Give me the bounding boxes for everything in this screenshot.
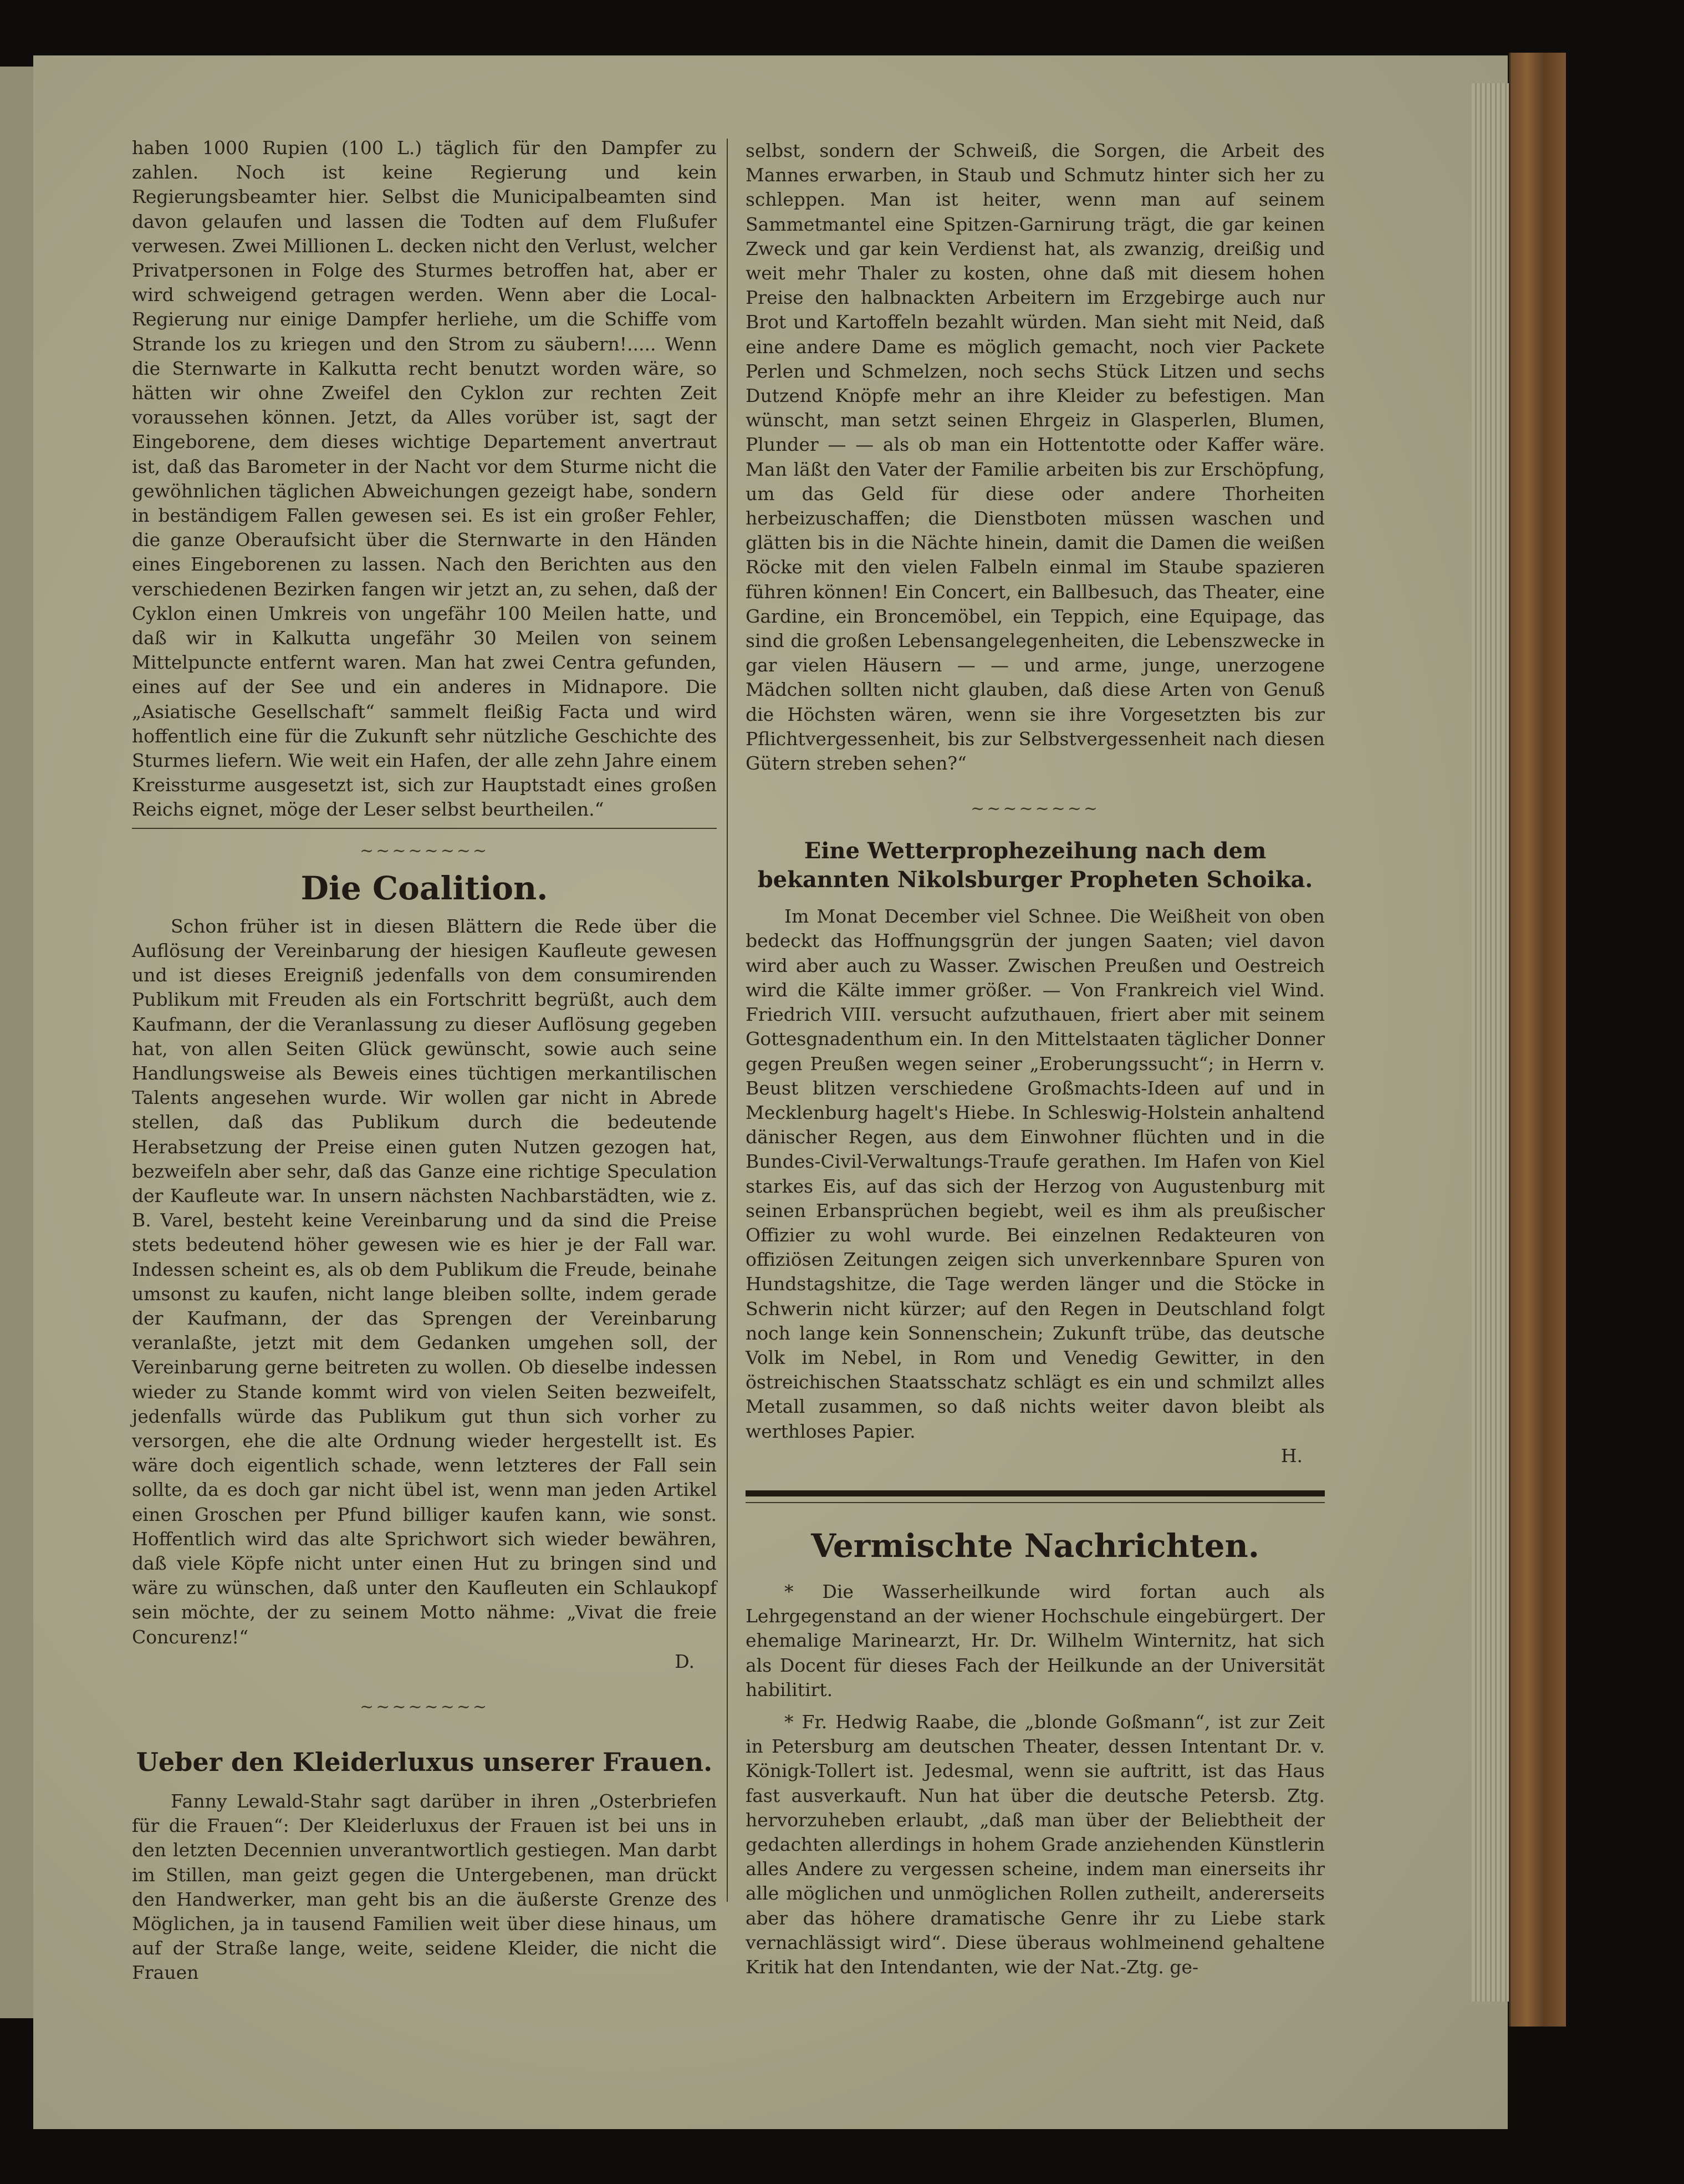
ornament-divider: ~~~~~~~~ <box>970 799 1100 819</box>
news-item-hedwig-raabe: * Fr. Hedwig Raabe, die „blonde Goßmann“, ist zur Zeit in Petersburg am deutschen Theater, dessen Intentant Dr. v. Königk-Tollert ist. Jedesmal, wenn sie auftritt, ist das Haus fast ausverkauft. Nun hat über die deutsche Petersb. Ztg. hervorzuheben erlaubt, „daß man über der Beliebtheit der gedachten allerdings in hohem Grade anziehenden Künstlerin alles Andere zu vergessen scheine, indem man einerseits ihr alle möglichen und unmöglichen Rollen zutheilt, andererseits aber das höhere dramatische Genre ihr zu Liebe stark vernachlässigt wird“. Diese überaus wohlmeinend gehaltene Kritik hat den Intendanten, wie der Nat.-Ztg. ge- <box>746 1710 1325 1978</box>
thick-rule <box>746 1490 1325 1496</box>
ornament-divider: ~~~~~~~~ <box>359 841 489 861</box>
coalition-title: Die Coalition. <box>300 869 548 907</box>
news-item-wasserheilkunde: * Die Wasserheilkunde wird fortan auch als Lehrgegenstand an der wiener Hochschule eingebürgert. Der ehemalige Marinearzt, Hr. Dr. Wilhelm Winternitz, hat sich als Docent für dieses Fach der Heilkunde an der Universität habilitirt. <box>746 1580 1325 1701</box>
kleiderluxus-body: Fanny Lewald-Stahr sagt darüber in ihren „Osterbriefen für die Frauen“: Der Kleiderluxus der Frauen ist bei uns in den letzten Decennien unverantwortlich gestiegen. Man darbt im Stillen, man geizt gegen die Untergebenen, man drückt den Handwerker, man geht bis an die äußerste Grenze des Möglichen, ja in tausend Familien weit über diese hinaus, um auf der Straße lange, weite, seidene Kleider, die nicht die Frauen <box>132 1790 717 1984</box>
coalition-signature: D. <box>675 1650 695 1672</box>
left-column <box>132 136 717 1986</box>
prophecy-signature: H. <box>1280 1444 1303 1467</box>
kleiderluxus-continued: selbst, sondern der Schweiß, die Sorgen, die Arbeit des Mannes erwarben, in Staub und Schmutz hinter sich her zu schleppen. Man ist heiter, wenn man auf seinem Sammetmantel eine Spitzen-Garnirung trägt, die gar keinen Zweck und gar kein Verdienst hat, als zwanzig, dreißig und weit mehr Thaler zu kosten, ohne daß mit diesem hohen Preise den halbnackten Arbeitern im Erzgebirge auch nur Brot und Kartoffeln bezahlt würden. Man sieht mit Neid, daß eine andere Dame es möglich gemacht, noch vier Packete Perlen und Schmelzen, noch sechs Stück Litzen und sechs Dutzend Knöpfe mehr an ihre Kleider zu befestigen. Man wünscht, man setzt seinen Ehrgeiz in Glasperlen, Blumen, Plunder — — als ob man ein Hottentotte oder Kaffer wäre. Man läßt den Vater der Familie arbeiten bis zur Erschöpfung, um das Geld für diese oder andere Thorheiten herbeizuschaffen; die Dienstboten müssen waschen und glätten bis in die Nächte hinein, damit die Damen die weißen Röcke mit den vielen Falbeln einmal im Staube spazieren führen können! Ein Concert, ein Ballbesuch, das Theater, eine Gardine, ein Broncemöbel, ein Teppich, eine Equipage, das sind die großen Lebensangelegenheiten, die Lebenszwecke in gar vielen Häusern — — und arme, junge, unerzogene Mädchen sollten nicht glauben, daß diese Arten von Genuß die Höchsten wären, wenn sie ihre Vorgesetzten bis zur Pflichtvergessenheit, bis zur Selbstvergessenheit nach diesen Gütern streben sehen?“ <box>746 140 1325 775</box>
fine-rule <box>746 1502 1325 1503</box>
prophecy-title: Eine Wetterprophezeihung nach dem bekannten Nikolsburger Propheten Schoika. <box>757 838 1313 893</box>
facing-page-edge <box>0 67 33 2018</box>
column-divider <box>727 139 728 1902</box>
ornament-divider: ~~~~~~~~ <box>359 1697 489 1717</box>
news-title: Vermischte Nachrichten. <box>811 1526 1259 1565</box>
coalition-body: Schon früher ist in diesen Blättern die Rede über die Auflösung der Vereinbarung der hiesigen Kaufleute gewesen und ist dieses Ereigniß jedenfalls von dem consumirenden Publikum mit Freuden als ein Fortschritt begrüßt, auch dem Kaufmann, der die Veranlassung zu dieser Auflösung gegeben hat, von allen Seiten Glück gewünscht, sowie auch seine Handlungsweise als Beweis eines tüchtigen merkantilischen Talents angesehen wurde. Wir wollen gar nicht in Abrede stellen, daß das Publikum durch die bedeutende Herabsetzung der Preise einen guten Nutzen gezogen hat, bezweifeln aber sehr, daß das Ganze eine richtige Speculation der Kaufleute war. In unsern nächsten Nachbarstädten, wie z. B. Varel, besteht keine Vereinbarung und da sind die Preise stets bedeutend höher gewesen wie es hier je der Fall war. Indessen scheint es, als ob dem Publikum die Freude, beinahe umsonst zu kaufen, nicht lange bleiben sollte, indem gerade der Kaufmann, der das Sprengen der Vereinbarung veranlaßte, jetzt mit dem Gedanken umgehen soll, der Vereinbarung gerne beitreten zu wollen. Ob dieselbe indessen wieder zu Stande kommt wird von vielen Seiten bezweifelt, jedenfalls würde das Publikum gut thun sich vorher zu versorgen, ehe die alte Ordnung wieder hergestellt ist. Es wäre doch eigentlich schade, wenn letzteres der Fall sein sollte, da es doch gar nicht übel ist, wenn man jeden Artikel einen Groschen per Pfund billiger kaufen kann, wie sonst. Hoffentlich wird das alte Sprichwort sich wieder bewähren, daß viele Köpfe nicht unter einen Hut zu bringen sind und wäre zu wünschen, daß unter den Kaufleuten ein Schlaukopf sein möchte, der zu seinem Motto nähme: „Vivat die freie Concurenz!“ <box>132 915 717 1648</box>
page-stack-edges <box>1472 83 1511 2002</box>
section-rule <box>132 828 717 829</box>
cyclone-report-continued: haben 1000 Rupien (100 L.) täglich für den Dampfer zu zahlen. Noch ist keine Regierung und kein Regierungsbeamter hier. Selbst die Municipalbeamten sind davon gelaufen und lassen die Todten auf dem Flußufer verwesen. Zwei Millionen L. decken nicht den Verlust, welcher Privatpersonen in Folge des Sturmes betroffen hat, aber er wird schweigend getragen werden. Wenn aber die Local-Regierung nur einige Dampfer herliehe, um die Schiffe vom Strande los zu kriegen und den Strom zu säubern!..... Wenn die Sternwarte in Kalkutta recht benutzt worden wäre, so hätten wir ohne Zweifel den Cyklon zur rechten Zeit voraussehen können. Jetzt, da Alles vorüber ist, sagt der Eingeborene, dem dieses wichtige Departement anvertraut ist, daß das Barometer in der Nacht vor dem Sturme nicht die gewöhnlichen täglichen Abweichungen gezeigt habe, sondern in beständigem Fallen gewesen sei. Es ist ein großer Fehler, die ganze Oberaufsicht über die Sternwarte in den Händen eines Eingeborenen zu lassen. Nach den Berichten aus den verschiedenen Bezirken fangen wir jetzt an, zu sehen, daß der Cyklon einen Umkreis von ungefähr 100 Meilen hatte, und daß wir in Kalkutta ungefähr 30 Meilen von seinem Mittelpuncte entfernt waren. Man hat zwei Centra gefunden, eines auf der See und ein anderes in Midnapore. Die „Asiatische Gesellschaft“ sammelt fleißig Facta und wird hoffentlich eine für die Zukunft sehr nützliche Geschichte des Sturmes liefern. Wie weit ein Hafen, der alle zehn Jahre einem Kreissturme ausgesetzt ist, sich zur Hauptstadt eines großen Reichs eignet, möge der Leser selbst beurtheilen.“ <box>132 137 717 821</box>
kleiderluxus-title: Ueber den Kleiderluxus unserer Frauen. <box>136 1747 713 1777</box>
prophecy-body: Im Monat December viel Schnee. Die Weißheit von oben bedeckt das Hoffnungsgrün der jungen Saaten; viel davon wird aber auch zu Wasser. Zwischen Preußen und Oestreich wird die Kälte immer größer. — Von Frankreich viel Wind. Friedrich VIII. versucht aufzuthauen, friert aber mit seinem Gottesgnadenthum ein. In den Mittelstaaten täglicher Donner gegen Preußen wegen seiner „Eroberungssucht“; in Herrn v. Beust blitzen verschiedene Großmachts-Ideen auf und in Mecklenburg hagelt's Hiebe. In Schleswig-Holstein anhaltend dänischer Regen, aus dem Einwohner flüchten und in die Bundes-Civil-Verwaltungs-Traufe gerathen. Im Hafen von Kiel starkes Eis, auf das sich der Herzog von Augustenburg mit seinen Erbansprüchen begiebt, weil es ihm als preußischer Offizier zu wohl wurde. Bei einzelnen Redakteuren von offiziösen Zeitungen zeigen sich unverkennbare Spuren von Hundstagshitze, die Tage werden länger und die Stöcke in Schwerin nicht kürzer; auf den Regen in Deutschland folgt noch lange kein Sonnenschein; Zukunft trübe, das deutsche Volk im Nebel, in Rom und Venedig Gewitter, in den östreichischen Staatsschatz schlägt es ein und schmilzt alles Metall zusammen, so daß nichts weiter davon bleibt als werthloses Papier. <box>746 905 1325 1442</box>
marbled-book-cover <box>1509 53 1566 2027</box>
right-column <box>746 139 1325 1979</box>
